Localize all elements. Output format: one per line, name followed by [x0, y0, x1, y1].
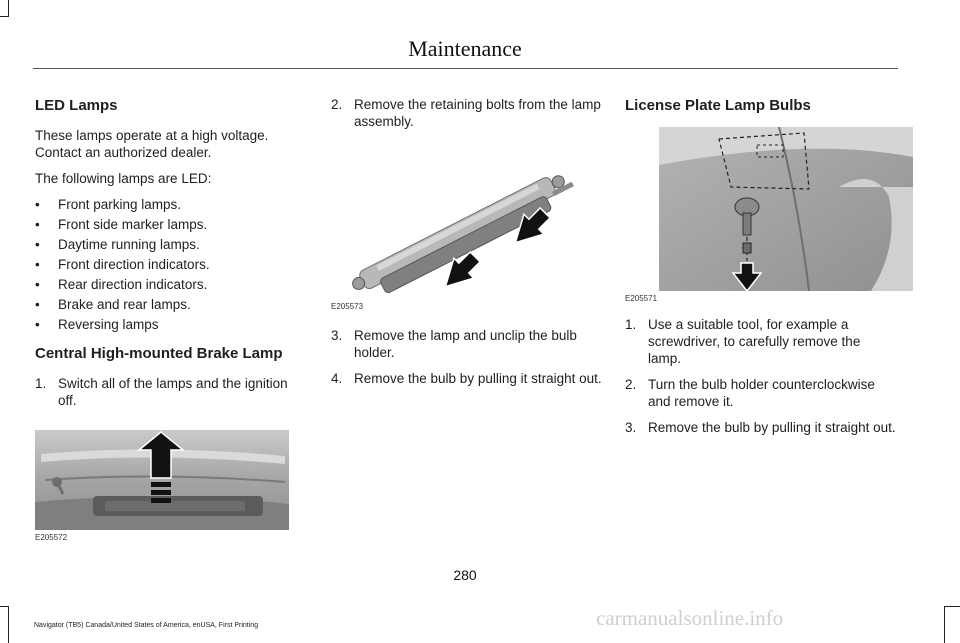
figure-lamp-assembly [331, 139, 585, 299]
brake-lamp-steps [35, 375, 297, 409]
license-plate-steps [625, 316, 897, 436]
step-text: Remove the bulb by pulling it straight out. [648, 420, 896, 435]
crop-mark-bottom-right [944, 606, 945, 643]
step-item [331, 370, 603, 387]
step-item [35, 375, 297, 409]
publication-footer: Navigator (TB5) Canada/United States of America, enUSA, First Printing [34, 622, 259, 629]
step-number: 2. [625, 377, 637, 392]
led-intro-text: The following lamps are LED: [35, 171, 212, 186]
column-right [625, 96, 897, 445]
led-lamps-heading: LED Lamps [35, 97, 118, 114]
crop-mark-bottom-left [8, 606, 9, 643]
lamp-assembly-illustration [331, 139, 585, 299]
watermark: carmanualsonline.info [596, 606, 784, 630]
column-middle [331, 96, 603, 396]
step-text: Switch all of the lamps and the ignition off. [58, 376, 288, 408]
figure-license-plate-lamp [659, 127, 913, 291]
step-number: 1. [625, 317, 637, 332]
step-number: 3. [331, 328, 343, 343]
header-divider [33, 68, 898, 69]
brake-lamp-illustration [35, 430, 289, 530]
page-title: Maintenance [408, 36, 522, 61]
license-plate-heading: License Plate Lamp Bulbs [625, 97, 811, 114]
step-text: Remove the retaining bolts from the lamp assembly. [354, 97, 601, 129]
brake-lamp-steps-continued [331, 96, 603, 130]
crop-mark-top-left [8, 0, 9, 16]
step-number: 1. [35, 376, 47, 391]
license-plate-illustration [659, 127, 913, 291]
brake-lamp-heading: Central High-mounted Brake Lamp [35, 345, 283, 362]
list-item: • Daytime running lamps. [35, 236, 297, 253]
list-item: • Rear direction indicators. [35, 276, 297, 293]
page-number: 280 [453, 567, 477, 583]
step-number: 4. [331, 371, 343, 386]
led-lamp-list [35, 196, 297, 333]
step-item [625, 316, 897, 367]
figure-code: E205573 [331, 302, 364, 311]
column-left [35, 96, 297, 543]
figure-brake-lamp [35, 430, 289, 530]
list-item: • Front side marker lamps. [35, 216, 297, 233]
list-item: • Brake and rear lamps. [35, 296, 297, 313]
led-warning-text: These lamps operate at a high voltage. Contact an authorized dealer. [35, 128, 269, 160]
list-item: • Front parking lamps. [35, 196, 297, 213]
crop-mark-top-left [0, 16, 9, 17]
step-text: Remove the lamp and unclip the bulb holder. [354, 328, 577, 360]
step-number: 2. [331, 97, 343, 112]
step-text: Remove the bulb by pulling it straight out. [354, 371, 602, 386]
crop-mark-bottom-left [0, 606, 9, 607]
figure-code: E205572 [35, 533, 68, 542]
step-item [625, 376, 897, 410]
step-number: 3. [625, 420, 637, 435]
crop-mark-bottom-right [944, 606, 960, 607]
list-item: • Front direction indicators. [35, 256, 297, 273]
step-text: Turn the bulb holder counterclockwise and remove it. [648, 377, 875, 409]
step-item [331, 96, 603, 130]
figure-code: E205571 [625, 294, 658, 303]
list-item: • Reversing lamps [35, 316, 297, 333]
step-text: Use a suitable tool, for example a screwdriver, to carefully remove the lamp. [648, 317, 861, 366]
step-item [625, 419, 897, 436]
step-item [331, 327, 603, 361]
bulb-removal-steps [331, 327, 603, 387]
